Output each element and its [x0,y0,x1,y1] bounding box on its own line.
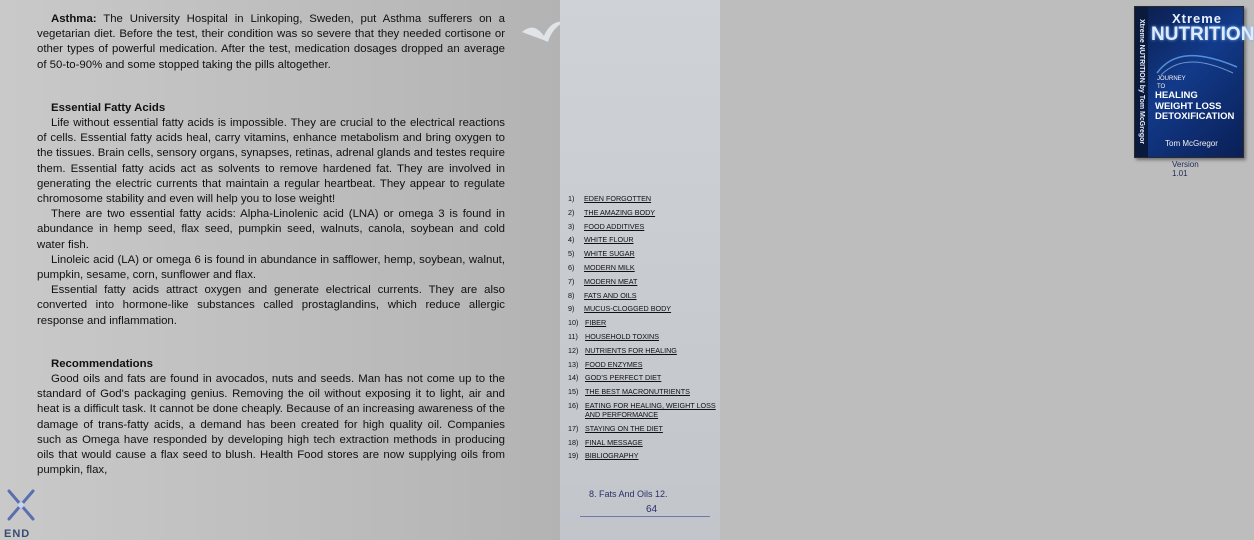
cover-journey-line1: JOURNEY [1157,76,1186,82]
nav-item-8[interactable] [568,291,718,300]
efa-paragraph-4: Essential fatty acids attract oxygen and generate electrical currents. They are also converted into hormone-like substances called prostaglandins, which reduce allergic response and inflammation. [37,284,505,327]
nav-item-16[interactable] [568,401,718,419]
nav-item-4[interactable] [568,235,718,244]
nav-number: 8) [568,290,575,300]
nav-link-bibliography[interactable]: BIBLIOGRAPHY [585,451,639,461]
footer-divider [580,516,710,517]
nav-number: 13) [568,359,579,369]
article-text [37,12,505,478]
nav-item-1[interactable] [568,194,718,203]
nav-link-fiber[interactable]: FIBER [585,318,607,328]
cover-title-xtreme: Xtreme [1171,11,1223,26]
nav-link-white-flour[interactable]: WHITE FLOUR [584,235,634,245]
cover-subtitle [1155,91,1234,123]
nav-item-5[interactable] [568,249,718,258]
efa-paragraph-3: Linoleic acid (LA) or omega 6 is found in abundance in safflower, hemp, soybean, walnut, pumpkin, sesame, corn, sunflower and flax. [37,253,505,282]
nav-item-19[interactable] [568,451,718,460]
nav-item-12[interactable] [568,346,718,355]
nav-number: 9) [568,304,575,314]
efa-paragraph-2: There are two essential fatty acids: Alpha-Linolenic acid (LNA) or omega 3 is found in abundance in hemp seed, flax seed, pumpkin seed, walnuts, canola, soybean and cold water fish. [37,208,505,251]
nav-link-eating-for-healing[interactable]: EATING FOR HEALING, WEIGHT LOSS AND PERFORMANCE [585,400,716,419]
content-area [0,0,560,540]
nav-item-2[interactable] [568,208,718,217]
nav-item-14[interactable] [568,373,718,382]
nav-item-11[interactable] [568,332,718,341]
nav-number: 7) [568,276,575,286]
nav-item-7[interactable] [568,277,718,286]
nav-item-3[interactable] [568,222,718,231]
nav-item-18[interactable] [568,438,718,447]
page-number: 64 [646,504,658,515]
nav-item-9[interactable] [568,304,718,313]
nav-number: 4) [568,235,575,245]
cover-author: Tom McGregor [1165,139,1218,148]
nav-number: 19) [568,451,579,461]
nav-number: 6) [568,262,575,272]
nav-number: 11) [568,331,578,341]
cover-line-detox: DETOXIFICATION [1155,111,1235,122]
asthma-label: Asthma: [51,13,97,25]
nav-number: 16) [568,400,579,410]
cover-title-nutrition: NUTRITION [1151,24,1254,45]
recommendations-heading: Recommendations [51,357,153,370]
nav-link-household-toxins[interactable]: HOUSEHOLD TOXINS [585,331,660,341]
asthma-paragraph [37,12,505,73]
chapter-page-label: 8. Fats And Oils 12. [589,489,668,499]
cover-swirl-icon [1153,47,1241,77]
nav-link-amazing-body[interactable]: THE AMAZING BODY [584,207,656,217]
nav-item-6[interactable] [568,263,718,272]
nav-number: 2) [568,207,575,217]
nav-item-10[interactable] [568,318,718,327]
nav-link-staying-on-the-diet[interactable]: STAYING ON THE DIET [585,423,663,433]
cover-line-weight-loss: WEIGHT LOSS [1155,100,1222,112]
nav-link-modern-meat[interactable]: MODERN MEAT [584,276,638,286]
nav-number: 14) [568,373,579,383]
chapter-nav [568,194,718,465]
cover-journey [1157,75,1186,91]
nav-link-final-message[interactable]: FINAL MESSAGE [585,437,643,447]
cover-line-healing: HEALING [1155,90,1198,101]
nav-number: 1) [568,194,575,203]
nav-link-gods-perfect-diet[interactable]: GOD'S PERFECT DIET [585,373,662,383]
nav-number: 3) [568,221,575,231]
nav-link-fats-and-oils[interactable]: FATS AND OILS [584,290,637,300]
nav-link-mucus-clogged-body[interactable]: MUCUS-CLOGGED BODY [584,304,672,314]
book-cover [1134,6,1254,158]
essential-fatty-acids-heading: Essential Fatty Acids [51,101,166,114]
nav-link-best-macronutrients[interactable]: THE BEST MACRONUTRIENTS [585,387,690,397]
nav-link-modern-milk[interactable]: MODERN MILK [584,262,635,272]
version-label: Version 1.01 [1172,160,1199,178]
nav-number: 12) [568,345,579,355]
nav-link-food-enzymes[interactable]: FOOD ENZYMES [585,359,643,369]
cover-journey-line2: TO [1157,84,1166,90]
nav-number: 17) [568,423,579,433]
asthma-text: The University Hospital in Linkoping, Sweden, put Asthma sufferers on a vegetarian diet. Before the test, their condition was so severe that they needed cortisone or other types of powerful medication. After the test, medication dosages dropped an average of 50-to-90% and some stopped taking the pills altogether. [37,13,505,71]
nav-number: 10) [568,318,579,328]
nav-item-13[interactable] [568,360,718,369]
nav-link-nutrients-for-healing[interactable]: NUTRIENTS FOR HEALING [585,345,677,355]
nav-item-15[interactable] [568,387,718,396]
nav-link-food-additives[interactable]: FOOD ADDITIVES [584,221,645,231]
recommendations-paragraph: Good oils and fats are found in avocados, nuts and seeds. Man has not come up to the standard of God's packaging genius. Removing the oil without exposing it to light, air and heat is a difficult task. It cannot be done cheaply. Because of an increasing awareness of the damage of trans-fatty acids, a demand has been created for high quality oil. Companies such as Omega have responded by developing high tech extraction methods in producing oils that would cause a flax seed to blush. Health Food stores are now supplying oils from pumpkin, flax, [37,373,505,477]
cover-spine-text: Xtreme NUTRITION by Tom McGregor [1135,7,1148,157]
efa-paragraph-1: Life without essential fatty acids is impossible. They are crucial to the electrical reactions of cells. Essential fatty acids heal, carry vitamins, enhance metabolism and bring oxygen to the tissues. Brain cells, sensory organs, synapses, retinas, adrenal glands and testes require them. Essential fatty acids act as solvents to remove hardened fat. They are involved in generating the electric currents that maintain a regular heartbeat. They appear to regulate chromosome stability and even will help you to lose weight! [37,117,505,206]
nav-item-17[interactable] [568,424,718,433]
x-logo-icon [6,488,36,522]
nav-number: 18) [568,437,579,447]
nav-number: 5) [568,249,575,259]
nav-number: 15) [568,387,579,397]
nav-link-white-sugar[interactable]: WHITE SUGAR [584,249,635,259]
end-link[interactable]: END [4,528,31,540]
nav-link-eden-forgotten[interactable]: EDEN FORGOTTEN [584,194,652,203]
